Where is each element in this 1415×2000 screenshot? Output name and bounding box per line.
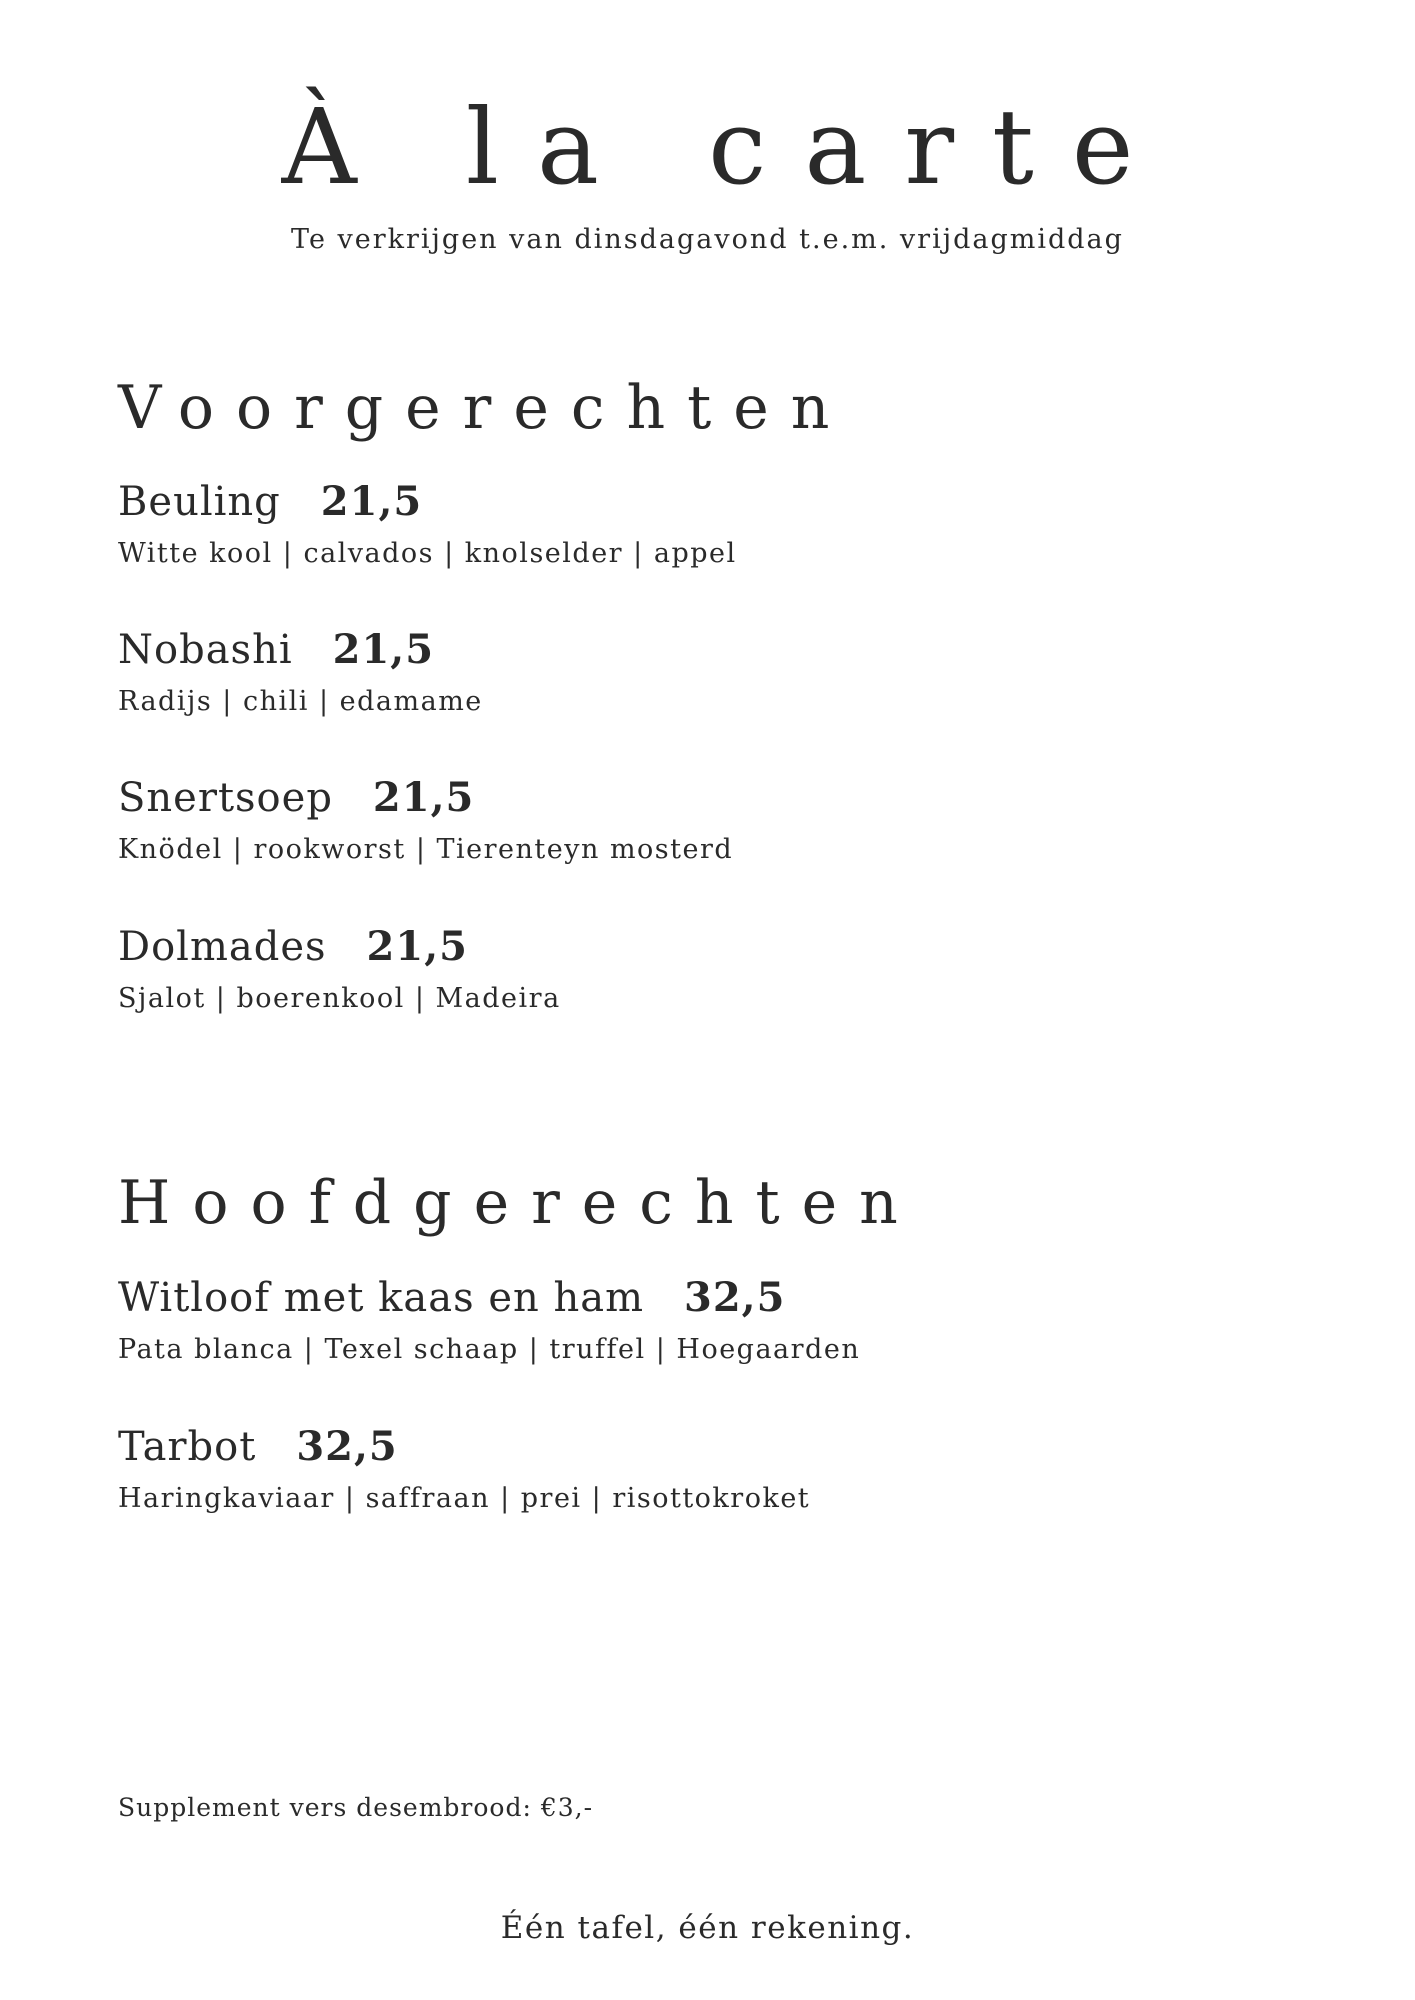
menu-item: [118, 1274, 861, 1365]
menu-item-name: Nobashi: [118, 627, 293, 673]
menu-item-price: 21,5: [332, 626, 435, 673]
menu-item-name: Snertsoep: [118, 775, 333, 821]
menu-item-price: 32,5: [296, 1423, 398, 1470]
menu-item-title: [118, 1274, 860, 1321]
one-table-one-bill-note: Één tafel, één rekening.: [500, 1910, 915, 1946]
menu-item: [118, 923, 561, 1014]
menu-item-title: [118, 774, 733, 821]
menu-item-description: Knödel | rookworst | Tierenteyn mosterd: [118, 834, 734, 865]
starters-heading: Voorgerechten: [118, 373, 852, 443]
menu-item-title: [118, 1423, 810, 1470]
menu-item-title: [118, 923, 561, 970]
menu-item-price: 21,5: [366, 923, 468, 970]
menu-item: [118, 774, 734, 865]
menu-item-description: Witte kool | calvados | knolselder | appel: [118, 538, 737, 569]
menu-item-name: Tarbot: [118, 1424, 257, 1470]
page-title: À la carte: [281, 86, 1172, 208]
menu-item-description: Pata blanca | Texel schaap | truffel | Hoegaarden: [118, 1334, 861, 1365]
menu-item: [118, 478, 737, 569]
menu-item-title: [118, 478, 737, 525]
menu-item: [118, 1423, 811, 1514]
menu-item-description: Radijs | chili | edamame: [118, 686, 483, 717]
menu-item-price: 21,5: [372, 774, 475, 821]
menu-item-description: Sjalot | boerenkool | Madeira: [118, 983, 561, 1014]
menu-item-name: Dolmades: [118, 924, 327, 970]
menu-item: [118, 626, 483, 717]
menu-item-name: Witloof met kaas en ham: [118, 1275, 645, 1321]
mains-heading: Hoofdgerechten: [118, 1168, 920, 1238]
menu-item-price: 21,5: [320, 478, 423, 525]
menu-item-price: 32,5: [684, 1274, 786, 1321]
availability-subtitle: Te verkrijgen van dinsdagavond t.e.m. vrijdagmiddag: [291, 224, 1124, 255]
menu-item-description: Haringkaviaar | saffraan | prei | risottokroket: [118, 1483, 811, 1514]
menu-item-title: [118, 626, 483, 673]
menu-item-name: Beuling: [118, 479, 281, 525]
bread-supplement-note: Supplement vers desembrood: €3,-: [118, 1793, 594, 1822]
